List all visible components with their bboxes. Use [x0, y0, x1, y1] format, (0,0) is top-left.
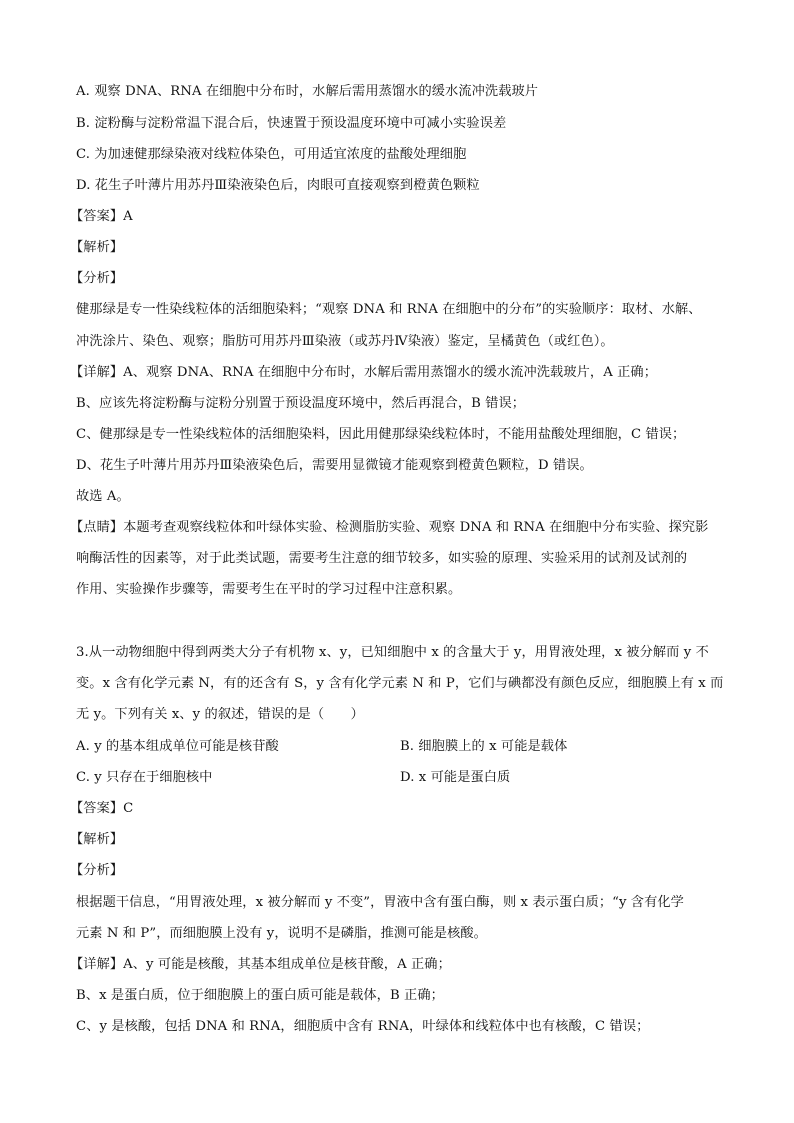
- detail-text: B、x 是蛋白质，位于细胞膜上的蛋白质可能是载体，B 正确；: [76, 988, 444, 1003]
- analysis-text: 冲洗涂片、染色、观察；脂肪可用苏丹Ⅲ染液（或苏丹Ⅳ染液）鉴定，呈橘黄色（或红色）。: [76, 334, 614, 349]
- option-d: D. x 可能是蛋白质: [400, 770, 511, 785]
- option-c: C. 为加速健那绿染液对线粒体染色，可用适宜浓度的盐酸处理细胞: [76, 147, 467, 162]
- question-stem: 无 y。下列有关 x、y 的叙述，错误的是（ ）: [76, 707, 364, 722]
- detail-text: B、应该先将淀粉酶与淀粉分别置于预设温度环境中，然后再混合，B 错误；: [76, 396, 526, 411]
- answer-label: 【答案】C: [70, 801, 134, 816]
- answer-label: 【答案】A: [70, 209, 133, 224]
- comment-text: 响酶活性的因素等，对于此类试题，需要考生注意的细节较多，如实验的原理、实验采用的试剂及试剂的: [76, 551, 688, 566]
- option-c: C. y 只存在于细胞核中: [76, 770, 213, 785]
- detail-text: 【详解】A、y 可能是核酸，其基本组成单位是核苷酸，A 正确；: [70, 957, 451, 972]
- explanation-label: 【解析】: [70, 832, 124, 847]
- comment-text: 作用、实验操作步骤等，需要考生在平时的学习过程中注意积累。: [76, 582, 462, 597]
- analysis-text: 根据题干信息，“用胃液处理，x 被分解而 y 不变”，胃液中含有蛋白酶，则 x 表示蛋白质；“y 含有化学: [76, 895, 684, 910]
- option-a: A. 观察 DNA、RNA 在细胞中分布时，水解后需用蒸馏水的缓水流冲洗载玻片: [76, 84, 539, 99]
- analysis-text: 元素 N 和 P”，而细胞膜上没有 y，说明不是磷脂，推测可能是核酸。: [76, 926, 487, 941]
- analysis-text: 健那绿是专一性染线粒体的活细胞染料；“观察 DNA 和 RNA 在细胞中的分布”的实验顺序：取材、水解、: [76, 302, 702, 317]
- detail-text: C、健那绿是专一性染线粒体的活细胞染料，因此用健那绿染线粒体时，不能用盐酸处理细胞，C 错误；: [76, 427, 686, 442]
- question-stem: 3.从一动物细胞中得到两类大分子有机物 x、y，已知细胞中 x 的含量大于 y，用胃液处理，x 被分解而 y 不: [76, 645, 709, 660]
- analysis-label: 【分析】: [70, 863, 124, 878]
- explanation-label: 【解析】: [70, 240, 124, 255]
- detail-text: 【详解】A、观察 DNA、RNA 在细胞中分布时，水解后需用蒸馏水的缓水流冲洗载玻片，A 正确；: [70, 365, 657, 380]
- option-b: B. 细胞膜上的 x 可能是载体: [400, 739, 568, 754]
- question-stem: 变。x 含有化学元素 N，有的还含有 S，y 含有化学元素 N 和 P，它们与碘都没有颜色反应，细胞膜上有 x 而: [76, 676, 724, 691]
- comment-text: 【点睛】本题考查观察线粒体和叶绿体实验、检测脂肪实验、观察 DNA 和 RNA 在细胞中分布实验、探究影: [70, 520, 709, 535]
- option-d: D. 花生子叶薄片用苏丹Ⅲ染液染色后，肉眼可直接观察到橙黄色颗粒: [76, 178, 480, 193]
- option-a: A. y 的基本组成单位可能是核苷酸: [76, 739, 279, 754]
- option-b: B. 淀粉酶与淀粉常温下混合后，快速置于预设温度环境中可减小实验误差: [76, 116, 507, 131]
- detail-text: C、y 是核酸，包括 DNA 和 RNA，细胞质中含有 RNA，叶绿体和线粒体中也有核酸，C 错误；: [76, 1019, 650, 1034]
- conclusion-text: 故选 A。: [76, 489, 130, 504]
- detail-text: D、花生子叶薄片用苏丹Ⅲ染液染色后，需要用显微镜才能观察到橙黄色颗粒，D 错误。: [76, 458, 593, 473]
- analysis-label: 【分析】: [70, 271, 124, 286]
